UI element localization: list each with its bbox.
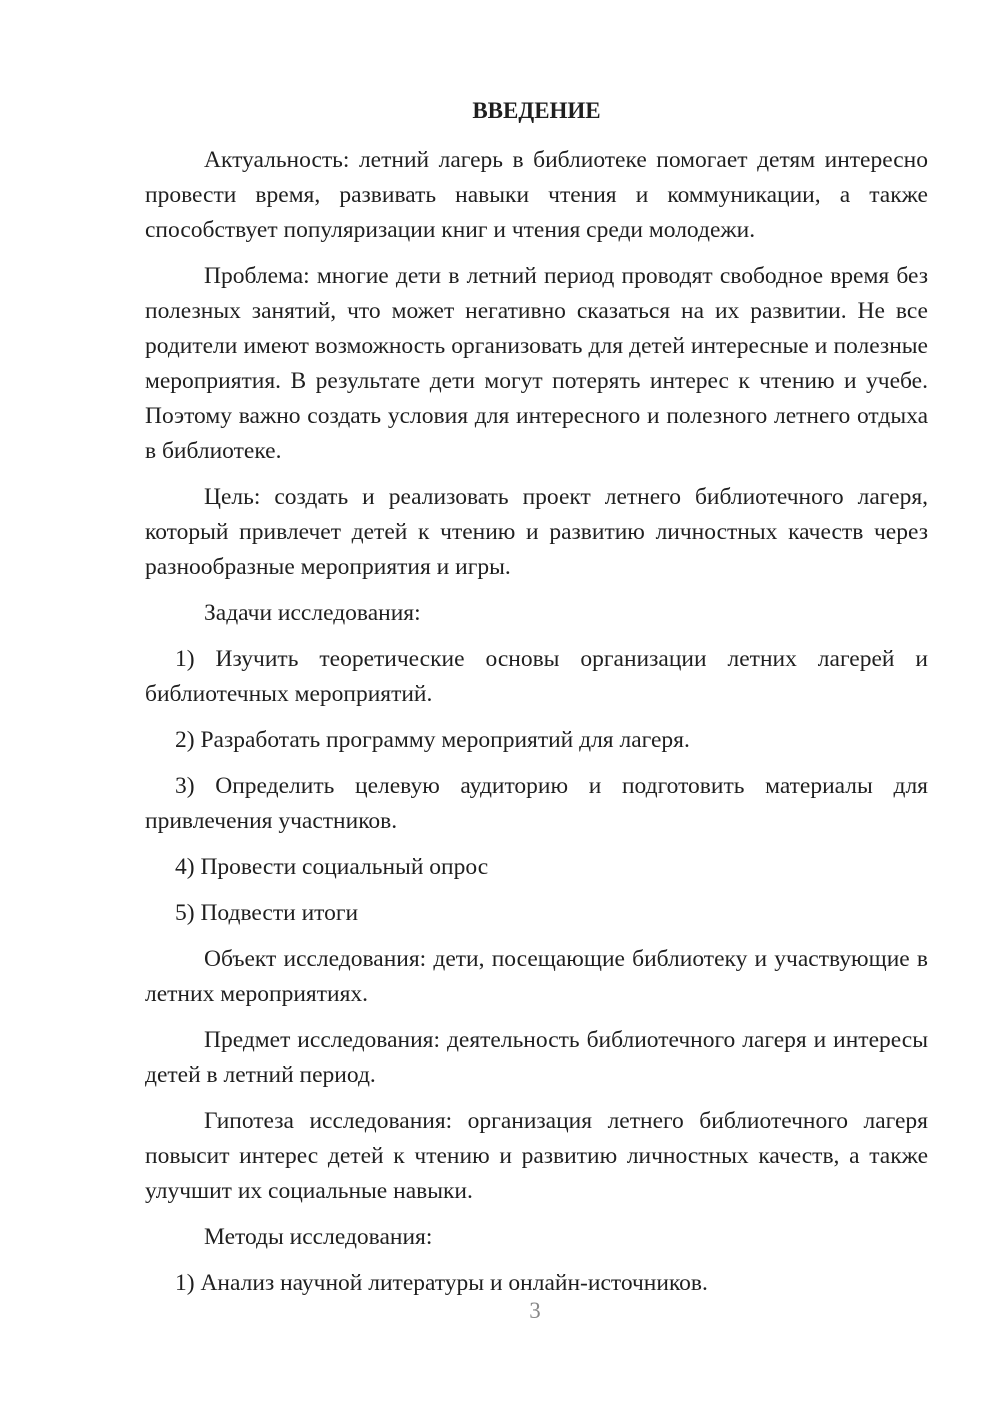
page-number: 3 <box>529 1298 541 1323</box>
paragraph-goal: Цель: создать и реализовать проект летнего библиотечного лагеря, который привлечет детей к чтению и развитию личностных качеств через разнообразные мероприятия и игры. <box>145 484 928 580</box>
method-item: 1) Анализ научной литературы и онлайн-источников. <box>175 1270 708 1296</box>
document-page <box>145 96 928 1312</box>
paragraph-relevance: Актуальность: летний лагерь в библиотеке помогает детям интересно провести время, развивать навыки чтения и коммуникации, а также способствует популяризации книг и чтения среди молодежи. <box>145 147 928 243</box>
paragraph-subject: Предмет исследования: деятельность библиотечного лагеря и интересы детей в летний период. <box>145 1027 928 1088</box>
task-item: 5) Подвести итоги <box>175 900 359 926</box>
paragraph-object: Объект исследования: дети, посещающие библиотеку и участвующие в летних мероприятиях. <box>145 946 928 1007</box>
tasks-heading: Задачи исследования: <box>204 600 421 626</box>
task-item: 1) Изучить теоретические основы организации летних лагерей и библиотечных мероприятий. <box>145 646 928 707</box>
task-item: 2) Разработать программу мероприятий для лагеря. <box>175 727 690 753</box>
methods-heading: Методы исследования: <box>204 1224 433 1250</box>
task-item: 4) Провести социальный опрос <box>175 854 489 880</box>
paragraph-hypothesis: Гипотеза исследования: организация летнего библиотечного лагеря повысит интерес детей к чтению и развитию личностных качеств, а также улучшит их социальные навыки. <box>145 1108 928 1204</box>
page-title: ВВЕДЕНИЕ <box>472 98 601 123</box>
task-item: 3) Определить целевую аудиторию и подготовить материалы для привлечения участников. <box>145 773 928 834</box>
paragraph-problem: Проблема: многие дети в летний период проводят свободное время без полезных занятий, что может негативно сказаться на их развитии. Не все родители имеют возможность организовать для детей интересные и полезные мероприятия. В результате дети могут потерять интерес к чтению и учебе. Поэтому важно создать условия для интересного и полезного летнего отдыха в библиотеке. <box>145 263 928 464</box>
